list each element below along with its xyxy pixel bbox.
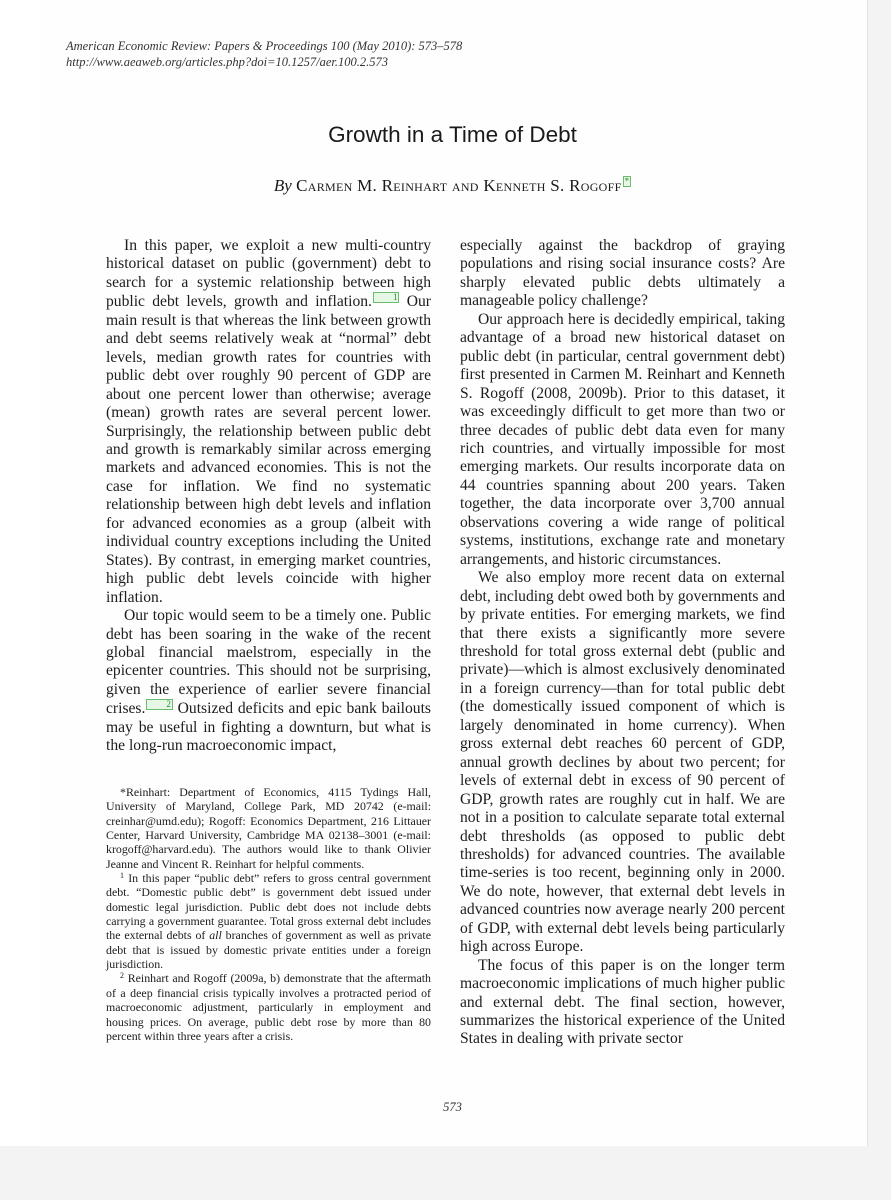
footnotes xyxy=(106,785,431,1043)
footnote-1-marker: 1 xyxy=(120,871,124,881)
approach-paragraph: Our approach here is decidedly empirical, taking advantage of a broad new historical dataset on public debt (in particular, central government debt) first presented in Carmen M. Reinhart and Kenneth S. Rogoff (2008, 2009b). Prior to this dataset, it was exceedingly difficult to get more than two or three decades of public debt data even for many rich countries, and virtually impossible for most emerging markets. Our results incorporate data on 44 countries spanning about 200 years. Taken together, the data incorporate over 3,700 annual observations covering a wide range of political systems, institutions, exchange rate and monetary arrangements, and historic circumstances. xyxy=(460,310,785,568)
footnote-1-text-part1: In this paper “public debt” refers to gross central government debt. “Domestic public debt” is government debt issued under domestic legal jurisdiction. Public debt does not include debts carrying a government guarantee. Total gross external debt includes the external debts of xyxy=(106,871,431,943)
footnote-2-marker: 2 xyxy=(120,971,124,981)
journal-citation: American Economic Review: Papers & Proceedings 100 (May 2010): 573–578 xyxy=(66,39,463,53)
topic-paragraph xyxy=(106,607,431,756)
byline xyxy=(38,176,867,196)
footnote-1 xyxy=(106,871,431,971)
byline-by: By xyxy=(273,176,292,195)
left-column xyxy=(106,237,431,756)
byline-authors: Carmen M. Reinhart and Kenneth S. Rogoff xyxy=(296,176,622,195)
viewer-left-margin xyxy=(0,0,38,1200)
footnote-author-affiliations: *Reinhart: Department of Economics, 4115 Tydings Hall, University of Maryland, College Park, MD 20742 (e-mail: creinhar@umd.edu); Rogoff: Economics Department, 216 Littauer Center, Harvard University, Cambridge MA 02138–3001 (e-mail: krogoff@harvard.edu). The authors would like to thank Olivier Jeanne and Vincent R. Reinhart for helpful comments. xyxy=(106,785,431,871)
intro-text-part2: Our main result is that whereas the link between growth and debt seems relatively weak at “normal” debt levels, median growth rates for countries with public debt over roughly 90 percent of GDP are about one percent lower than otherwise; average (mean) growth rates are several percent lower. Surprisingly, the relationship between public debt and growth is remarkably similar across emerging markets and advanced economies. This is not the case for inflation. We find no systematic relationship between high debt levels and inflation for advanced economies as a group (albeit with individual country exceptions including the United States). By contrast, in emerging market countries, high public debt levels coincide with higher inflation. xyxy=(106,293,431,606)
footnote-1-emphasis: all xyxy=(209,928,222,943)
paper-page xyxy=(38,0,867,1146)
footnote-1-text-part2: branches of government as well as private debt that is issued by domestic private entities under a foreign jurisdiction. xyxy=(106,928,431,972)
external-debt-paragraph: We also employ more recent data on external debt, including debt owed both by governments and by private entities. For emerging markets, we find that there exists a significantly more severe threshold for total gross external debt (public and private)—which is almost exclusively denominated in a foreign currency—than for total public debt (the domestically issued component of which is largely denominated in home currency). When gross external debt reaches 60 percent of GDP, annual growth declines by about two percent; for levels of external debt in excess of 90 percent of GDP, growth rates are roughly cut in half. We are not in a position to calculate separate total external debt thresholds (as opposed to public debt thresholds) for advanced countries. The available time-series is too recent, beginning only in 2000. We do note, however, that external debt levels in advanced countries now average nearly 200 percent of GDP, with external debt levels being particularly high across Europe. xyxy=(460,569,785,956)
intro-paragraph xyxy=(106,237,431,607)
continued-paragraph: especially against the backdrop of graying populations and rising social insurance costs? Are sharply elevated public debts ultimately a manageable policy challenge? xyxy=(460,237,785,310)
viewer-bottom-margin xyxy=(0,1146,891,1200)
footnote-2-link[interactable]: 2 xyxy=(146,699,173,710)
intro-text-part1: In this paper, we exploit a new multi-country historical dataset on public (government) debt to search for a systemic relationship between high public debt levels, growth and inflation. xyxy=(106,237,431,311)
journal-header xyxy=(66,38,462,70)
doi-link[interactable]: http://www.aeaweb.org/articles.php?doi=10.1257/aer.100.2.573 xyxy=(66,55,388,69)
footnote-2-text: Reinhart and Rogoff (2009a, b) demonstrate that the aftermath of a deep financial crisis typically involves a protracted period of macroeconomic adjustment, particularly in employment and housing prices. On average, public debt rose by more than 80 percent within three years after a crisis. xyxy=(106,971,431,1043)
right-column xyxy=(460,237,785,1049)
viewer-right-margin xyxy=(867,0,891,1200)
author-note-link[interactable]: * xyxy=(624,176,630,186)
footnote-1-link[interactable]: 1 xyxy=(373,292,400,303)
focus-paragraph: The focus of this paper is on the longer term macroeconomic implications of much higher public and external debt. The final section, however, summarizes the historical experience of the United States in dealing with private sector xyxy=(460,956,785,1048)
page-number: 573 xyxy=(443,1100,462,1114)
topic-text-part1: Our topic would seem to be a timely one. Public debt has been soaring in the wake of the recent global financial maelstrom, especially in the epicenter countries. This should not be surprising, given the experience of earlier severe financial crises. xyxy=(106,607,431,718)
paper-title: Growth in a Time of Debt xyxy=(328,122,577,147)
topic-text-part2: Outsized deficits and epic bank bailouts may be useful in fighting a downturn, but what is the long-run macroeconomic impact, xyxy=(106,700,431,755)
footnote-2 xyxy=(106,971,431,1043)
